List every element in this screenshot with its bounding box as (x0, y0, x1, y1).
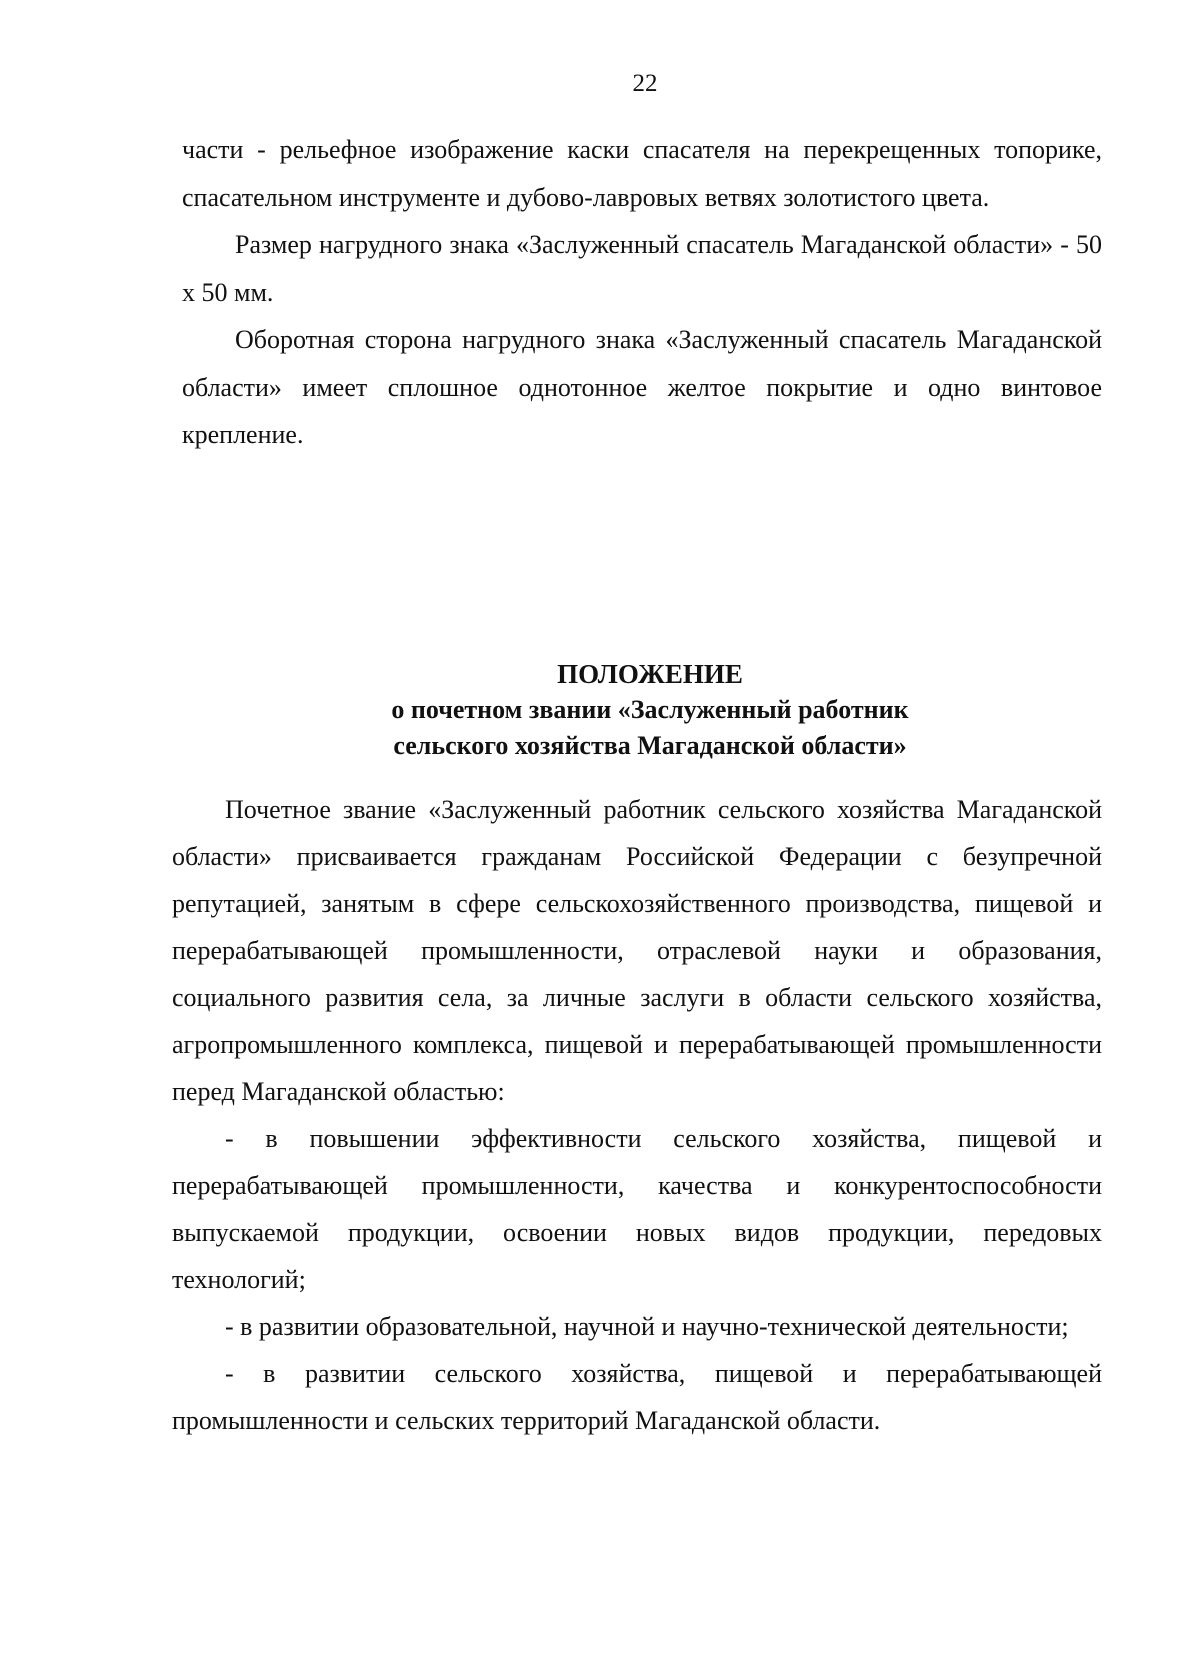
regulation-body (172, 786, 1102, 1444)
badge-description-section (182, 126, 1102, 459)
heading-subtitle-line2: сельского хозяйства Магаданской области» (393, 731, 907, 760)
list-item: - в развитии образовательной, научной и научно-технической деятельности; (225, 1312, 1069, 1341)
list-item: - в повышении эффективности сельского хозяйства, пищевой и перерабатывающей промышленности, качества и конкурентоспособности выпускаемой продукции, освоении новых видов продукции, передовых технологий; (172, 1124, 1102, 1294)
paragraph: Размер нагрудного знака «Заслуженный спасатель Магаданской области» - 50 х 50 мм. (182, 230, 1102, 307)
page-number: 22 (632, 70, 658, 97)
section-heading (300, 656, 1000, 764)
paragraph: Оборотная сторона нагрудного знака «Заслуженный спасатель Магаданской области» имеет сплошное однотонное желтое покрытие и одно винтовое крепление. (182, 325, 1102, 449)
list-item: - в развитии сельского хозяйства, пищевой и перерабатывающей промышленности и сельских территорий Магаданской области. (172, 1359, 1102, 1435)
intro-paragraph: Почетное звание «Заслуженный работник сельского хозяйства Магаданской области» присваивается гражданам Российской Федерации с безупречной репутацией, занятым в сфере сельскохозяйственного производства, пищевой и перерабатывающей промышленности, отраслевой науки и образования, социального развития села, за личные заслуги в области сельского хозяйства, агропромышленного комплекса, пищевой и перерабатывающей промышленности перед Магаданской областью: (172, 795, 1102, 1106)
paragraph: части - рельефное изображение каски спасателя на перекрещенных топорике, спасательном инструменте и дубово-лавровых ветвях золотистого цвета. (182, 135, 1102, 212)
heading-title: ПОЛОЖЕНИЕ (557, 659, 743, 689)
heading-subtitle-line1: о почетном звании «Заслуженный работник (391, 695, 909, 724)
